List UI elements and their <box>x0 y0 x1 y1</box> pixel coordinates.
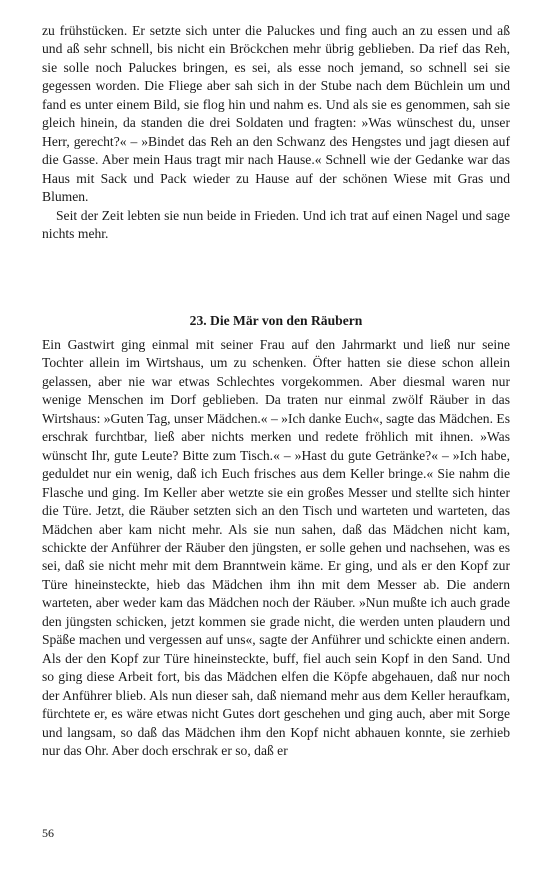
story-paragraph: Seit der Zeit lebten sie nun beide in Frieden. Und ich trat auf einen Nagel und sage nichts mehr. <box>42 207 510 241</box>
page-number: 56 <box>42 826 54 840</box>
story-paragraph: Ein Gastwirt ging einmal mit seiner Frau auf den Jahrmarkt und ließ nur seine Tochter allein im Wirtshaus, um zu schenken. Öfter hatten sie diese schon allein gelassen, aber nie war etwas Schlechtes vorgekommen. Aber diesmal waren nur wenige Menschen im Dorf geblieben. Da traten nur einmal zwölf Räuber in das Wirtshaus: »Guten Tag, unser Mädchen.« – »Ich danke Euch«, sagte das Mädchen. Es erschrak furchtbar, ließ aber nichts merken und redete fröhlich mit ihnen. »Was wünscht Ihr, gute Leute? Bitte zum Tisch.« – »Hast du gute Getränke?« – »Ich habe, geduldet nur ein wenig, daß ich Euch frisches aus dem Keller bringe.« Sie nahm die Flasche und ging. Im Keller aber wetzte sie ein großes Messer und stellte sich hinter die Türe. Jetzt, die Räuber setzten sich an den Tisch und warteten und warteten, das Mädchen aber kam nicht mehr. Als sie nun sahen, daß das Mädchen nicht kam, schickte der Anführer der Räuber den jüngsten, er solle gehen und nachsehen, was es sei, daß sie nicht mehr mit dem Branntwein käme. Er ging, und als er den Kopf zur Türe hineinsteckte, hieb das Mädchen ihm ihn mit dem Messer ab. Die andern warteten, aber weder kam das Mädchen noch der Räuber. »Nun mußte ich auch grade den jüngsten schicken, jetzt kommen sie grade nicht, die werden unten plaudern und Späße machen und vergessen auf uns«, sagte der Anführer und schickte einen andern. Als der den Kopf zur Türe hineinsteckte, buff, fiel auch sein Kopf in den Sand. Und so ging diese Arbeit fort, bis das Mädchen elfen die Köpfe abgehauen, daß nur noch der Anführer blieb. Als nun dieser sah, daß niemand mehr aus dem Keller heraufkam, fürchtete er, es wäre etwas nicht Gutes dort geschehen und ging auch, aber mit Sorge und langsam, so daß das Mädchen ihm den Kopf nicht abhauen konnte, sie zerhieb nur das Ohr. Aber doch erschrak er so, daß er <box>42 337 510 758</box>
section-heading: 23. Die Mär von den Räubern <box>189 313 363 328</box>
story-paragraph: zu frühstücken. Er setzte sich unter die Paluckes und fing auch an zu essen und aß und aß sehr schnell, bis nicht ein Bröckchen mehr übrig geblieben. Da rief das Reh, sie solle noch Paluckes bringen, es sei, als esse noch jemand, so schnell sei sie gegessen worden. Die Fliege aber sah sich in der Stube nach dem Büchlein um und fand es unter einem Bild, sie flog hin und nahm es. Und als sie es genommen, sah sie gleich hinein, da standen die drei Soldaten und fragten: »Was wünschest du, unser Herr, gerecht?« – »Bindet das Reh an den Schwanz des Hengstes und jagt diesen auf die Gasse. Aber mein Haus tragt mir nach Hause.« Schnell wie der Gedanke war das Haus mit Sack und Pack wieder zu Hause auf der schönen Wiese mit Gras und Blumen. <box>42 23 510 205</box>
continued-story-text <box>42 22 510 243</box>
section-body <box>42 336 510 760</box>
